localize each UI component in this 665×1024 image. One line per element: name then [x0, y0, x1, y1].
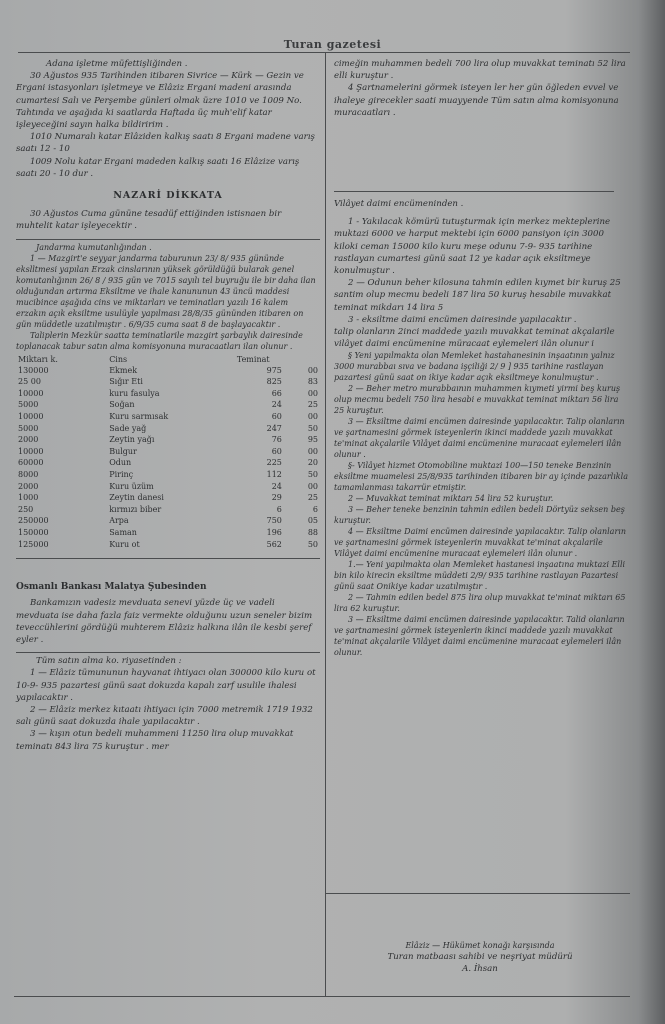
notice-paragraph: 2 — Muvakkat teminat miktarı 54 lira 52 kuruştur.: [348, 494, 554, 504]
notice-paragraph: §- Vilâyet hizmet Otomobiline muktazi 100—150 teneke Benzinin eksiltme muamelesi 25/8/935 tarihinden itibaren bir ay içinde pazarlıkla tamamlanması takarrür etmiştir.: [334, 461, 628, 493]
notice-paragraph: 3 — kışın otun bedeli muhammeni 11250 lira olup muvakkat teminatı 843 lira 75 kuruştur . mer: [16, 729, 294, 752]
erzak-table: [16, 354, 320, 551]
notice-heading: Vilâyet daimi encümeninden .: [334, 199, 464, 210]
notice-nazari-dikkat: [16, 190, 320, 233]
table-cell: 76: [271, 435, 282, 445]
table-cell: 00: [307, 481, 318, 491]
table-header: Miktarı k.: [18, 354, 58, 364]
notice-paragraph: 2 — Tahmin edilen bedel 875 lira olup muvakkat te'minat miktarı 65 lira 62 kuruştur.: [334, 593, 626, 614]
table-cell: 130000: [18, 365, 49, 375]
notice-vilayet: [334, 198, 630, 658]
notice-paragraph: 30 Ağustos Cuma gününe tesadüf ettiğinden istisnaen bir muhtelit katar işleyecektir .: [16, 209, 282, 232]
table-cell: 6: [276, 504, 282, 514]
table-row: [16, 515, 320, 527]
notice-paragraph: 3 — Eksiltme daimi encümen dairesinde yapılacaktır. Talip olanların ve şartnamesini görmek isteyenlerin ikinci maddede yazılı muvakkat te'minat akçalarile Vilâyet daimi encümenine muracaat eylemeleri ilân olunur .: [334, 417, 625, 460]
imprint-publisher: Turan matbaası sahibi ve neşriyat müdürü: [387, 952, 573, 962]
column-divider: [325, 52, 326, 996]
left-column: [16, 58, 320, 753]
notice-adana: [16, 58, 320, 180]
section-rule: [16, 239, 320, 240]
table-cell: 10000: [18, 388, 44, 398]
notice-paragraph: 1010 Numaralı katar Elâziden kalkış saatı 8 Ergani madene varış saatı 12 - 10: [16, 132, 315, 155]
notice-heading: Jandarma kumutanlığından .: [36, 242, 152, 252]
table-row: [16, 388, 320, 400]
table-cell: 00: [307, 446, 318, 456]
notice-paragraph: § Yeni yapılmakta olan Memleket hastahanesinin inşaatının yalnız 3000 murabbaı sıva ve badana işçiliği 2/ 9 ] 935 tarihine rastlayan pazartesi günü saat on ikiye kadar açık eksiltmeye konulmuştur .: [334, 351, 615, 383]
table-cell: Kuru üzüm: [109, 481, 154, 491]
notice-tum-satin-alma: [16, 655, 320, 753]
table-cell: 247: [266, 423, 282, 433]
table-cell: 95: [307, 435, 318, 445]
table-cell: 6: [312, 504, 318, 514]
notice-title: Osmanlı Bankası Malatya Şubesinden: [16, 582, 207, 593]
table-row: [16, 376, 320, 388]
notice-paragraph: 1 — Elâziz tümununun hayvanat ihtiyacı olan 300000 kilo kuru ot 10-9- 935 pazartesi günü saat dokuzda kapalı zarf usulile ihalesi yapılacaktır .: [16, 668, 316, 703]
notice-heading: Tüm satın alma ko. riyasetinden :: [36, 656, 182, 667]
erzak-table-body: [16, 365, 320, 551]
table-row: [16, 469, 320, 481]
table-cell: 975: [266, 365, 282, 375]
table-cell: kırmızı biber: [109, 504, 162, 514]
table-cell: 24: [271, 481, 282, 491]
section-rule: [16, 558, 320, 559]
notice-paragraph: 1.— Yeni yapılmakta olan Memleket hastanesi inşaatına muktazi Elli bin kilo kirecin eksiltme müddeti 2/9/ 935 tarihine rastlayan Pazartesi günü saat Onikiye kadar uzatılmıştır .: [334, 560, 626, 592]
table-cell: 50: [307, 423, 318, 433]
table-cell: 250: [18, 504, 34, 514]
notice-paragraph: 1 — Mazgirt'e seyyar jandarma taburunun 23/ 8/ 935 gününde ekslltmesi yapılan Erzak cinslarının yüksek görüldüğü bularak genel komutanlığının 26/ 8 / 935 gün ve 7015 sayılı tel buyruğu ile bir daha ilan olduğundan artırma Eksiltme ve ihale kanununun 43 üncü maddesi mucibince aşağıda cins ve miktarları ve teminatları yazılı 16 kalem erzakın açık eksiltme usulüyle yapılması 28/8/35 gününden itibaren on gün müddetle uzatılmıştır . 6/9/35 cuma saat 8 de başlayacaktır .: [16, 253, 316, 329]
header-rule: [18, 52, 630, 53]
bottom-rule: [14, 996, 630, 997]
notice-jandarma: [16, 242, 320, 551]
table-cell: 20: [307, 458, 318, 468]
table-cell: 00: [307, 412, 318, 422]
imprint: [340, 940, 620, 975]
table-row: [16, 527, 320, 539]
table-cell: 29: [271, 493, 282, 503]
table-row: [16, 481, 320, 493]
table-cell: 83: [307, 377, 318, 387]
notice-paragraph: 3 - eksiltme daimi encümen dairesinde yapılacaktır .: [348, 314, 577, 325]
table-cell: 88: [307, 527, 318, 537]
notice-osmanli-bankasi: [16, 581, 320, 646]
notice-paragraph: Bankamızın vadesiz mevduata senevi yüzde üç ve vadeli mevduata ise daha fazla faiz vermekte olduğunu uzun seneler bizim teveccühlerini gördüğü muhterem Elâziz halkına ilân ile kesbi şeref eyler .: [16, 598, 313, 645]
table-cell: 5000: [18, 400, 39, 410]
table-cell: 66: [271, 388, 282, 398]
notice-paragraph: 1 - Yakılacak kömürü tutuşturmak için merkez mekteplerine muktazi 6000 ve harput mektebi için 6000 pansiyon için 3000 kiloki ceman 15000 kilo kuru meşe odunu 7-9- 935 tarihine rastlayan cumartesi günü saat 12 ye kadar açık eksiltmeye konulmuştur .: [334, 217, 611, 277]
table-cell: 750: [266, 516, 282, 526]
table-cell: 25: [307, 400, 318, 410]
table-cell: Zeytin yağı: [109, 435, 155, 445]
table-cell: 825: [266, 377, 282, 387]
imprint-director: A. İhsan: [462, 964, 498, 975]
table-cell: 150000: [18, 527, 49, 537]
notice-paragraph: talip olanların 2inci maddede yazılı muvakkat teminat akçalarile vilâyet daimi encümenine müracaat eylemeleri ilân olunur i: [334, 327, 615, 350]
notice-paragraph: 1009 Nolu katar Ergani madeden kalkış saatı 16 Elâzize varış saatı 20 - 10 dur .: [16, 156, 300, 179]
table-cell: 10000: [18, 412, 44, 422]
table-cell: 60: [271, 412, 282, 422]
table-cell: 196: [266, 527, 282, 537]
table-cell: 00: [307, 388, 318, 398]
table-cell: 1000: [18, 493, 39, 503]
section-rule: [334, 191, 614, 192]
table-row: [16, 504, 320, 516]
table-row: [16, 411, 320, 423]
table-cell: Zeytin danesi: [109, 493, 164, 503]
table-cell: 225: [266, 458, 282, 468]
newspaper-header: Turan gazetesi: [283, 38, 382, 51]
table-row: [16, 365, 320, 377]
notice-paragraph: 4 — Eksiltme Daimi encümen dairesinde yapılacaktır. Talip olanların ve şartnamesini görmek isteyenlerin muvakkat te'minat akçalarile Vilâyet daimi encümenine muracaat eylemeleri ilân olunur .: [334, 527, 626, 559]
table-cell: 60000: [18, 458, 44, 468]
table-cell: 05: [307, 516, 318, 526]
notice-paragraph: 4 Şartnamelerini görmek isteyen ler her gün öğleden evvel ve ihaleye girecekler saati muayyende Tüm satın alma komisyonuna muracaatları .: [334, 83, 619, 118]
notice-paragraph: Taliplerin Mezkür saatta teminatlarile mazgirt şarbaylık dairesinde toplanacak tabur satın alma komisyonuna muracaatları ilan olunur .: [16, 330, 303, 351]
notice-paragraph: 2 — Odunun beher kilosuna tahmin edilen kıymet bir kuruş 25 santim olup mecmu bedeli 187 lira 50 kuruş hesabile muvakkat teminat mikdarı 14 lira 5: [334, 278, 621, 313]
table-cell: 24: [271, 400, 282, 410]
table-cell: 50: [307, 539, 318, 549]
table-cell: 2000: [18, 481, 39, 491]
table-cell: Sade yağ: [109, 423, 147, 433]
table-header: Cins: [109, 354, 128, 364]
table-cell: Sığır Eti: [109, 377, 143, 387]
table-cell: Pirinç: [109, 469, 134, 479]
notice-continued: [334, 58, 630, 119]
notice-paragraph: 3 — Eksiltme daimi encümen dairesinde yapılacaktır. Talid olanların ve şartnamesini görmek isteyenlerin ikinci maddede yazılı muvakkat te'minat akçalarile Vilâyet daimi encümenine muracaat eylemeleri ilân olunur.: [334, 615, 625, 658]
table-cell: 562: [266, 539, 282, 549]
table-cell: Arpa: [109, 516, 129, 526]
notice-paragraph: 2 — Elâziz merkez kıtaatı ihtiyacı için 7000 metremik 1719 1932 salı günü saat dokuzda ihale yapılacaktır .: [16, 704, 313, 728]
table-cell: 8000: [18, 469, 39, 479]
table-cell: Odun: [109, 458, 132, 468]
table-row: [16, 492, 320, 504]
table-cell: 25 00: [18, 377, 41, 387]
table-cell: Kuru ot: [109, 539, 140, 549]
table-row: [16, 399, 320, 411]
table-cell: Kuru sarmısak: [109, 412, 169, 422]
table-cell: 50: [307, 469, 318, 479]
notice-title: NAZARİ DİKKATA: [113, 190, 223, 202]
notice-fineprint: [334, 350, 630, 658]
imprint-address: Elâziz — Hükümet konağı karşısında: [405, 941, 555, 950]
table-cell: 125000: [18, 539, 49, 549]
table-cell: 00: [307, 365, 318, 375]
table-cell: 250000: [18, 516, 49, 526]
table-row: [16, 539, 320, 551]
table-cell: 10000: [18, 446, 44, 456]
table-row: [16, 446, 320, 458]
table-row: [16, 434, 320, 446]
table-cell: Saman: [109, 527, 137, 537]
table-header: Teminat: [236, 354, 270, 364]
table-cell: Soğan: [109, 400, 135, 410]
footer-rule: [325, 893, 630, 894]
notice-paragraph: 2 — Beher metro murabbaının muhammen kıymeti yirmi beş kuruş olup mecmu bedeli 750 lira hesabi e muvakkat teminat miktarı 56 lira 25 kuruştur.: [334, 384, 621, 416]
table-cell: 5000: [18, 423, 39, 433]
section-rule: [16, 652, 320, 653]
right-column: [334, 58, 630, 658]
notice-heading: Adana işletme müfettişliğinden .: [46, 59, 188, 69]
table-cell: Bulgur: [109, 446, 137, 456]
table-cell: 2000: [18, 435, 39, 445]
table-cell: 60: [271, 446, 282, 456]
table-cell: 25: [307, 493, 318, 503]
notice-paragraph: 30 Ağustos 935 Tarihinden itibaren Sivrice — Kürk — Gezin ve Ergani istasyonları işletmeye ve Elâziz Ergani madeni arasında cumartesi Salı ve Perşembe günleri olmak üzre 1010 ve 1009 No. Tahtında ve aşağıda ki saatlarda Haftada üç muh'elif katar işleyeceğini sayın halka bildiririm .: [16, 71, 304, 131]
notice-paragraph: 3 — Beher teneke benzinin tahmin edilen bedeli Dörtyüz seksen beş kuruştur.: [334, 505, 625, 526]
table-row: [16, 457, 320, 469]
table-cell: kuru fasulya: [109, 388, 160, 398]
table-row: [16, 423, 320, 435]
notice-paragraph: cimeğin muhammen bedeli 700 lira olup muvakkat teminatı 52 lira elli kuruştur .: [334, 59, 626, 82]
table-cell: 112: [266, 469, 282, 479]
table-cell: Ekmek: [109, 365, 138, 375]
